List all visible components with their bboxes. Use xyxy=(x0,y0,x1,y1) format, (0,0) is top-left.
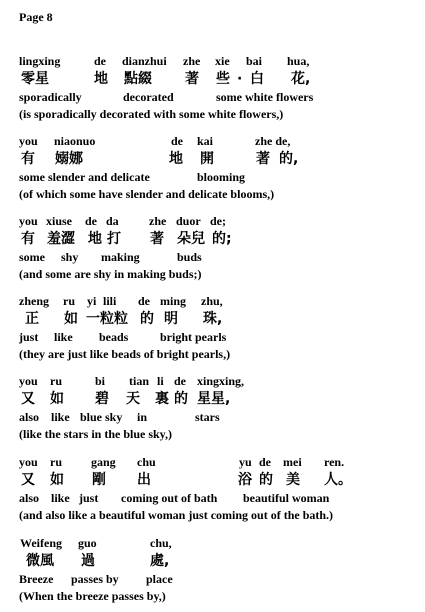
gloss-word: like xyxy=(51,410,70,424)
stanza-2 xyxy=(19,132,419,202)
translation-line: (is sporadically decorated with some white flowers,) xyxy=(19,107,284,121)
pinyin-word: yu xyxy=(239,455,252,469)
pinyin-line xyxy=(19,212,419,230)
gloss-word: also xyxy=(19,491,40,505)
pinyin-word: gang xyxy=(91,455,116,469)
translation-line: (and also like a beautiful woman just coming out of the bath.) xyxy=(19,508,334,522)
hanzi-word: 點綴 xyxy=(124,71,152,87)
gloss-word: stars xyxy=(195,410,220,424)
hanzi-word: 又 xyxy=(21,391,35,407)
pinyin-word: de xyxy=(85,214,97,228)
stanza-1 xyxy=(19,52,419,122)
pinyin-word: guo xyxy=(78,536,97,550)
gloss-word: buds xyxy=(177,250,202,264)
pinyin-line xyxy=(19,372,419,390)
pinyin-word: xie xyxy=(215,54,230,68)
hanzi-word: 的 xyxy=(174,391,188,407)
stanza-4 xyxy=(19,292,419,362)
pinyin-word: de xyxy=(94,54,106,68)
pinyin-word: chu xyxy=(137,455,156,469)
gloss-line xyxy=(19,248,419,266)
gloss-word: some xyxy=(19,250,45,264)
pinyin-word: de xyxy=(174,374,186,388)
gloss-word: shy xyxy=(61,250,79,264)
hanzi-word: 碧 xyxy=(95,391,109,407)
pinyin-word: ren. xyxy=(324,455,345,469)
hanzi-word: 珠, xyxy=(203,311,223,327)
hanzi-line xyxy=(19,471,419,489)
hanzi-word: 開 xyxy=(200,151,214,167)
stanza-3 xyxy=(19,212,419,282)
gloss-line xyxy=(19,570,419,588)
pinyin-word: ru xyxy=(50,374,62,388)
hanzi-word: 一粒粒 xyxy=(86,311,128,327)
pinyin-word: zhe xyxy=(149,214,167,228)
pinyin-word: kai xyxy=(197,134,214,148)
pinyin-word: you xyxy=(19,374,38,388)
pinyin-word: you xyxy=(19,214,38,228)
pinyin-line xyxy=(19,534,419,552)
pinyin-word: you xyxy=(19,134,38,148)
pinyin-word: ming xyxy=(160,294,187,308)
gloss-word: just xyxy=(79,491,99,505)
translation-line: (of which some have slender and delicate blooms,) xyxy=(19,187,275,201)
page-number: Page 8 xyxy=(19,10,53,24)
gloss-word: like xyxy=(51,491,70,505)
gloss-word: decorated xyxy=(123,90,174,104)
gloss-word: beads xyxy=(99,330,129,344)
pinyin-word: de xyxy=(259,455,271,469)
gloss-word: bright pearls xyxy=(160,330,227,344)
gloss-word: making xyxy=(101,250,140,264)
hanzi-word: 羞澀 xyxy=(47,231,75,247)
hanzi-word: 的, xyxy=(279,151,299,167)
hanzi-word: 地 xyxy=(169,151,183,167)
pinyin-word: zhu, xyxy=(201,294,223,308)
gloss-word: passes by xyxy=(71,572,119,586)
hanzi-line xyxy=(19,70,419,88)
gloss-word: in xyxy=(137,410,148,424)
hanzi-word: 裏 xyxy=(155,391,169,407)
hanzi-word: 零星 xyxy=(21,71,49,87)
pinyin-word: xiuse xyxy=(46,214,73,228)
pinyin-word: yi xyxy=(87,294,97,308)
hanzi-word: 地 xyxy=(94,71,108,87)
gloss-line xyxy=(19,328,419,346)
pinyin-word: bai xyxy=(246,54,263,68)
hanzi-word: 朵兒 xyxy=(177,231,205,247)
pinyin-word: ru xyxy=(63,294,75,308)
hanzi-word: 美 xyxy=(286,472,300,488)
hanzi-word: 花, xyxy=(291,71,311,87)
stanza-7 xyxy=(19,534,419,604)
translation-line: (and some are shy in making buds;) xyxy=(19,267,202,281)
pinyin-word: hua, xyxy=(287,54,310,68)
hanzi-word: 地 xyxy=(88,231,102,247)
pinyin-word: de; xyxy=(210,214,226,228)
pinyin-line xyxy=(19,453,419,471)
hanzi-word: 白 xyxy=(250,71,264,87)
gloss-line xyxy=(19,88,419,106)
gloss-line xyxy=(19,408,419,426)
gloss-word: some slender and delicate xyxy=(19,170,150,184)
pinyin-word: da xyxy=(106,214,119,228)
translation-line: (When the breeze passes by,) xyxy=(19,589,166,603)
pinyin-word: zhe xyxy=(183,54,201,68)
hanzi-word: 有 xyxy=(21,231,35,247)
hanzi-word: 浴 xyxy=(238,472,252,488)
hanzi-word: 人。 xyxy=(324,472,352,488)
hanzi-word: 著 xyxy=(256,151,270,167)
hanzi-line xyxy=(19,230,419,248)
hanzi-line xyxy=(19,150,419,168)
gloss-word: sporadically xyxy=(19,90,82,104)
hanzi-word: 過 xyxy=(81,553,95,569)
hanzi-word: 的; xyxy=(212,231,232,247)
gloss-word: beautiful woman xyxy=(243,491,330,505)
gloss-word: just xyxy=(19,330,39,344)
pinyin-word: duor xyxy=(176,214,201,228)
stanza-6 xyxy=(19,453,419,523)
gloss-word: place xyxy=(146,572,173,586)
pinyin-word: you xyxy=(19,455,38,469)
gloss-line xyxy=(19,489,419,507)
hanzi-word: 嫋娜 xyxy=(55,151,83,167)
gloss-word: also xyxy=(19,410,40,424)
pinyin-word: ru xyxy=(50,455,62,469)
hanzi-word: · xyxy=(237,71,243,87)
hanzi-word: 如 xyxy=(50,391,64,407)
pinyin-word: zheng xyxy=(19,294,49,308)
hanzi-word: 正 xyxy=(25,311,39,327)
pinyin-line xyxy=(19,52,419,70)
pinyin-line xyxy=(19,292,419,310)
gloss-word: Breeze xyxy=(19,572,54,586)
pinyin-word: xingxing, xyxy=(197,374,245,388)
hanzi-line xyxy=(19,310,419,328)
hanzi-word: 如 xyxy=(50,472,64,488)
hanzi-word: 的 xyxy=(140,311,154,327)
hanzi-word: 又 xyxy=(21,472,35,488)
hanzi-word: 有 xyxy=(21,151,35,167)
pinyin-word: lili xyxy=(103,294,117,308)
pinyin-word: zhe de, xyxy=(255,134,291,148)
hanzi-word: 天 xyxy=(126,391,140,407)
hanzi-word: 打 xyxy=(107,231,121,247)
gloss-word: some white flowers xyxy=(216,90,314,104)
hanzi-word: 著 xyxy=(185,71,199,87)
translation-line: (like the stars in the blue sky,) xyxy=(19,427,173,441)
pinyin-word: mei xyxy=(283,455,302,469)
hanzi-word: 處, xyxy=(150,553,170,569)
pinyin-word: lingxing xyxy=(19,54,61,68)
hanzi-word: 出 xyxy=(137,472,151,488)
pinyin-word: bi xyxy=(95,374,106,388)
hanzi-word: 星星, xyxy=(197,391,231,407)
pinyin-word: de xyxy=(138,294,150,308)
hanzi-line xyxy=(19,390,419,408)
hanzi-line xyxy=(19,552,419,570)
hanzi-word: 著 xyxy=(150,231,164,247)
hanzi-word: 如 xyxy=(64,311,78,327)
hanzi-word: 些 xyxy=(216,71,230,87)
pinyin-word: dianzhui xyxy=(122,54,167,68)
pinyin-word: de xyxy=(171,134,183,148)
gloss-word: blooming xyxy=(197,170,246,184)
stanza-5 xyxy=(19,372,419,442)
gloss-line xyxy=(19,168,419,186)
hanzi-word: 的 xyxy=(259,472,273,488)
pinyin-word: Weifeng xyxy=(20,536,62,550)
hanzi-word: 剛 xyxy=(92,472,106,488)
pinyin-word: li xyxy=(157,374,164,388)
gloss-word: coming out of bath xyxy=(121,491,218,505)
hanzi-word: 明 xyxy=(164,311,178,327)
gloss-word: blue sky xyxy=(80,410,123,424)
pinyin-word: tian xyxy=(129,374,150,388)
translation-line: (they are just like beads of bright pearls,) xyxy=(19,347,231,361)
gloss-word: like xyxy=(54,330,73,344)
hanzi-word: 微風 xyxy=(26,553,54,569)
pinyin-word: niaonuo xyxy=(54,134,96,148)
pinyin-line xyxy=(19,132,419,150)
pinyin-word: chu, xyxy=(150,536,172,550)
